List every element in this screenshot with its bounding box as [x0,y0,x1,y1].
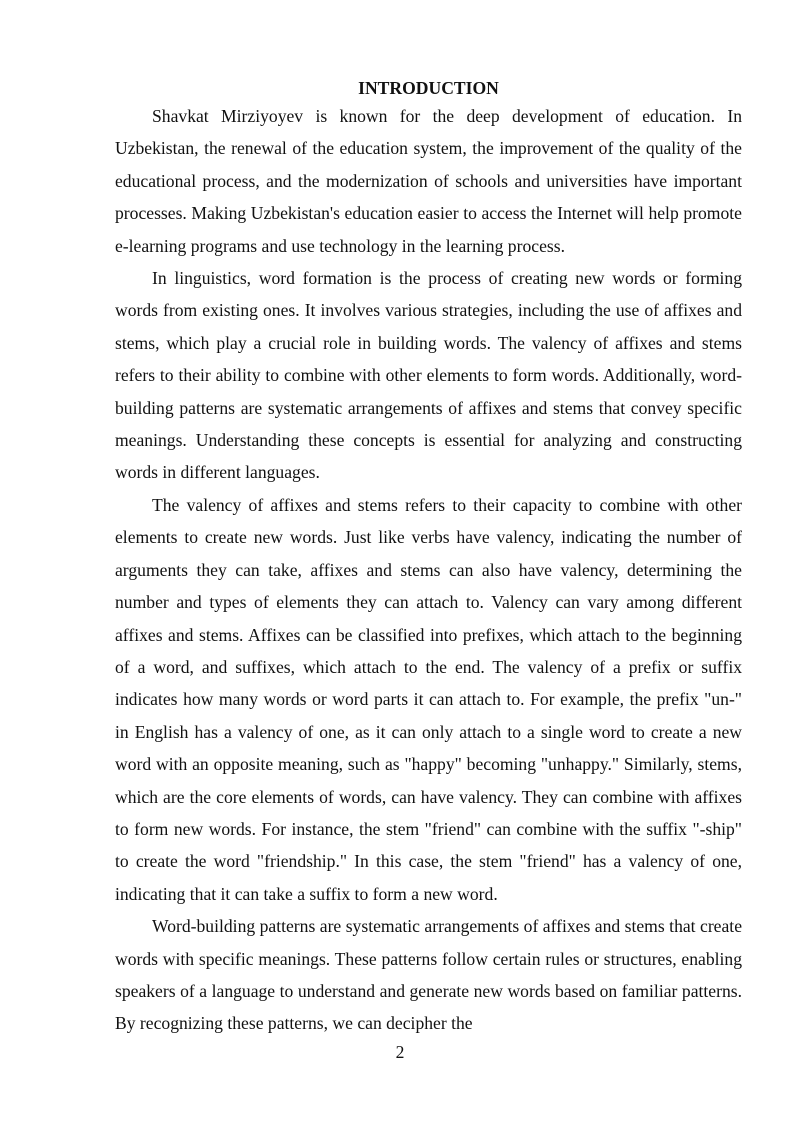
paragraph-1: Shavkat Mirziyoyev is known for the deep development of education. In Uzbekistan, the renewal of the education system, the improvement of the quality of the educational process, and the modernization of schools and universities have important processes. Making Uzbekistan's education easier to access the Internet will help promote e-learning programs and use technology in the learning process. [115,106,742,256]
document-body [115,76,742,1040]
paragraph-4: Word-building patterns are systematic arrangements of affixes and stems that create words with specific meanings. These patterns follow certain rules or structures, enabling speakers of a language to understand and generate new words based on familiar patterns. By recognizing these patterns, we can decipher the [115,916,742,1034]
paragraph-3: The valency of affixes and stems refers to their capacity to combine with other elements to create new words. Just like verbs have valency, indicating the number of arguments they can take, affixes and stems can also have valency, determining the number and types of elements they can attach to. Valency can vary among different affixes and stems. Affixes can be classified into prefixes, which attach to the beginning of a word, and suffixes, which attach to the end. The valency of a prefix or suffix indicates how many words or word parts it can attach to. For example, the prefix "un-" in English has a valency of one, as it can only attach to a single word to create a new word with an opposite meaning, such as "happy" becoming "unhappy." Similarly, stems, which are the core elements of words, can have valency. They can combine with affixes to form new words. For instance, the stem "friend" can combine with the suffix "-ship" to create the word "friendship." In this case, the stem "friend" has a valency of one, indicating that it can take a suffix to form a new word. [115,494,742,904]
paragraph-2: In linguistics, word formation is the process of creating new words or forming words from existing ones. It involves various strategies, including the use of affixes and stems, which play a crucial role in building words. The valency of affixes and stems refers to their ability to combine with other elements to form words. Additionally, word-building patterns are systematic arrangements of affixes and stems that convey specific meanings. Understanding these concepts is essential for analyzing and constructing words in different languages. [115,268,742,483]
page-number: 2 [395,1042,405,1062]
section-title: INTRODUCTION [358,78,499,98]
